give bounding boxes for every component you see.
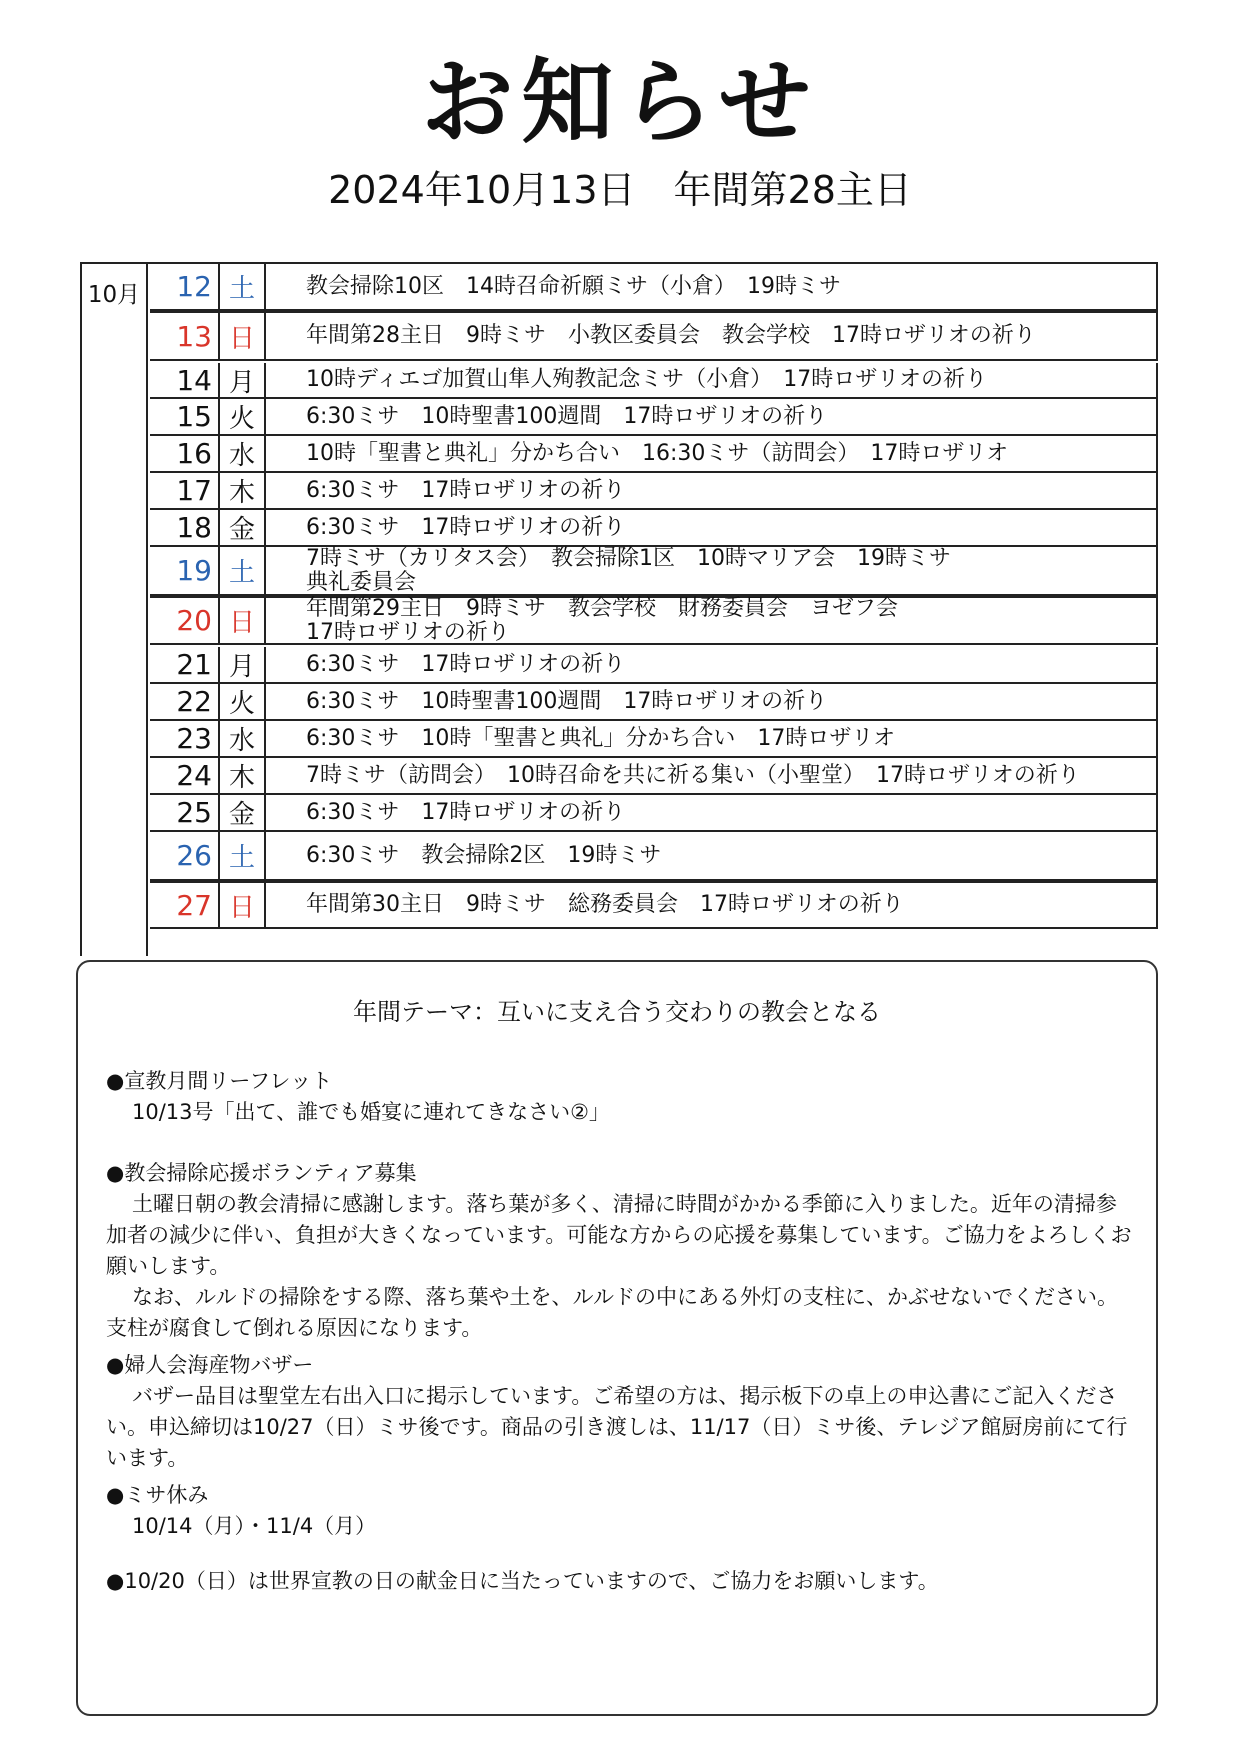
page-subtitle: 2024年10月13日 年間第28主日 (328, 168, 912, 212)
day-events (306, 832, 1148, 879)
events-text: 6:30ミサ 17時ロザリオの祈り (306, 514, 626, 540)
day-number: 18 (150, 510, 220, 545)
section-paragraph: 土曜日朝の教会清掃に感謝します。落ち葉が多く、清掃に時間がかかる季節に入りました。近年の清掃参加者の減少に伴い、負担が大きくなっています。可能な方からの応援を募集しています。ご協力をよろしくお願いします。 (106, 1192, 1132, 1278)
day-events (306, 883, 1148, 927)
day-events (306, 795, 1148, 830)
day-number: 13 (150, 313, 220, 359)
calendar-row (150, 510, 1158, 547)
calendar-row (150, 596, 1158, 645)
day-events (306, 595, 1148, 645)
day-number: 27 (150, 883, 220, 927)
events-text: 6:30ミサ 17時ロザリオの祈り (306, 799, 626, 825)
events-text: 年間第29主日 9時ミサ 教会学校 財務委員会 ヨゼフ会 17時ロザリオの祈り (306, 595, 898, 645)
weekday: 月 (220, 647, 266, 682)
weekday: 土 (220, 264, 266, 309)
events-text: 6:30ミサ 17時ロザリオの祈り (306, 477, 626, 503)
events-text: 6:30ミサ 10時聖書100週間 17時ロザリオの祈り (306, 688, 828, 714)
weekday: 日 (220, 313, 266, 359)
section-paragraph: なお、ルルドの掃除をする際、落ち葉や土を、ルルドの中にある外灯の支柱に、かぶせないでください。支柱が腐食して倒れる原因になります。 (106, 1285, 1118, 1340)
calendar-row (150, 795, 1158, 832)
day-events (306, 313, 1148, 359)
day-number: 15 (150, 399, 220, 434)
notice-section-mission-day (106, 1566, 1136, 1597)
weekday: 火 (220, 684, 266, 719)
weekday: 土 (220, 832, 266, 879)
events-text: 7時ミサ（カリタス会） 教会掃除1区 10時マリア会 19時ミサ 典礼委員会 (306, 545, 951, 595)
calendar-row (150, 758, 1158, 795)
calendar-row (150, 647, 1158, 684)
calendar-row (150, 684, 1158, 721)
day-events (306, 758, 1148, 793)
calendar-row (150, 721, 1158, 758)
day-events (306, 399, 1148, 434)
notice-section-mass-break (106, 1480, 1136, 1542)
calendar-row (150, 832, 1158, 881)
page-title: お知らせ (421, 49, 819, 156)
day-number: 14 (150, 363, 220, 397)
calendar-row (150, 363, 1158, 399)
events-text: 6:30ミサ 10時「聖書と典礼」分かち合い 17時ロザリオ (306, 725, 896, 751)
notice-section-leaflet (106, 1066, 1136, 1128)
day-events (306, 264, 1148, 309)
events-text: 10時ディエゴ加賀山隼人殉教記念ミサ（小倉） 17時ロザリオの祈り (306, 367, 988, 392)
day-number: 23 (150, 721, 220, 756)
day-number: 21 (150, 647, 220, 682)
annual-theme: 年間テーマ：互いに支え合う交わりの教会となる (353, 998, 881, 1026)
day-number: 16 (150, 436, 220, 471)
notice-section-bazaar (106, 1350, 1136, 1474)
day-events (306, 473, 1148, 508)
day-number: 19 (150, 547, 220, 594)
section-heading: ● 10/20（日）は世界宣教の日の献金日に当たっていますので、ご協力をお願いします。 (106, 1566, 1136, 1597)
events-text: 年間第28主日 9時ミサ 小教区委員会 教会学校 17時ロザリオの祈り (306, 323, 1036, 348)
notice-section-volunteer (106, 1158, 1136, 1344)
day-events (306, 510, 1148, 545)
weekday: 火 (220, 399, 266, 434)
events-text: 10時「聖書と典礼」分かち合い 16:30ミサ（訪問会） 17時ロザリオ (306, 440, 1009, 466)
day-events (306, 436, 1148, 471)
events-text: 6:30ミサ 17時ロザリオの祈り (306, 651, 626, 677)
day-number: 22 (150, 684, 220, 719)
calendar-row (150, 311, 1158, 361)
day-number: 26 (150, 832, 220, 879)
calendar-row (150, 399, 1158, 436)
weekday: 木 (220, 473, 266, 508)
weekday: 木 (220, 758, 266, 793)
calendar-row (150, 473, 1158, 510)
section-line: 10/13号「出て、誰でも婚宴に連れてきなさい②」 (132, 1100, 610, 1124)
weekday: 土 (220, 547, 266, 594)
day-number: 25 (150, 795, 220, 830)
calendar-table (80, 262, 1158, 956)
calendar-row (150, 264, 1158, 311)
section-line: 10/14（月）・11/4（月） (132, 1514, 377, 1538)
weekday: 日 (220, 883, 266, 927)
calendar-row (150, 881, 1158, 929)
weekday: 水 (220, 436, 266, 471)
section-heading: ● 教会掃除応援ボランティア募集 (106, 1158, 1136, 1189)
day-number: 17 (150, 473, 220, 508)
day-number: 20 (150, 598, 220, 643)
day-events (306, 721, 1148, 756)
section-paragraph: バザー品目は聖堂左右出入口に掲示しています。ご希望の方は、掲示板下の卓上の申込書にご記入ください。申込締切は10/27（日）ミサ後です。商品の引き渡しは、11/17（日）ミサ後、テレジア館厨房前にて行います。 (106, 1384, 1128, 1470)
weekday: 金 (220, 795, 266, 830)
day-events (306, 684, 1148, 719)
events-text: 教会掃除10区 14時召命祈願ミサ（小倉） 19時ミサ (306, 273, 841, 299)
day-events (306, 647, 1148, 682)
day-number: 24 (150, 758, 220, 793)
events-text: 6:30ミサ 教会掃除2区 19時ミサ (306, 842, 662, 868)
day-events (306, 363, 1148, 397)
events-text: 年間第30主日 9時ミサ 総務委員会 17時ロザリオの祈り (306, 892, 904, 917)
section-heading: ● 宣教月間リーフレット (106, 1066, 1136, 1097)
calendar-row (150, 436, 1158, 473)
day-events (306, 547, 1148, 594)
notice-box (76, 960, 1158, 1716)
month-label: 10月 (82, 264, 148, 956)
weekday: 月 (220, 363, 266, 397)
events-text: 6:30ミサ 10時聖書100週間 17時ロザリオの祈り (306, 403, 828, 429)
weekday: 日 (220, 598, 266, 643)
calendar-row (150, 547, 1158, 596)
day-number: 12 (150, 264, 220, 309)
section-heading: ● 婦人会海産物バザー (106, 1350, 1136, 1381)
weekday: 金 (220, 510, 266, 545)
events-text: 7時ミサ（訪問会） 10時召命を共に祈る集い（小聖堂） 17時ロザリオの祈り (306, 762, 1080, 788)
weekday: 水 (220, 721, 266, 756)
section-heading: ● ミサ休み (106, 1480, 1136, 1511)
